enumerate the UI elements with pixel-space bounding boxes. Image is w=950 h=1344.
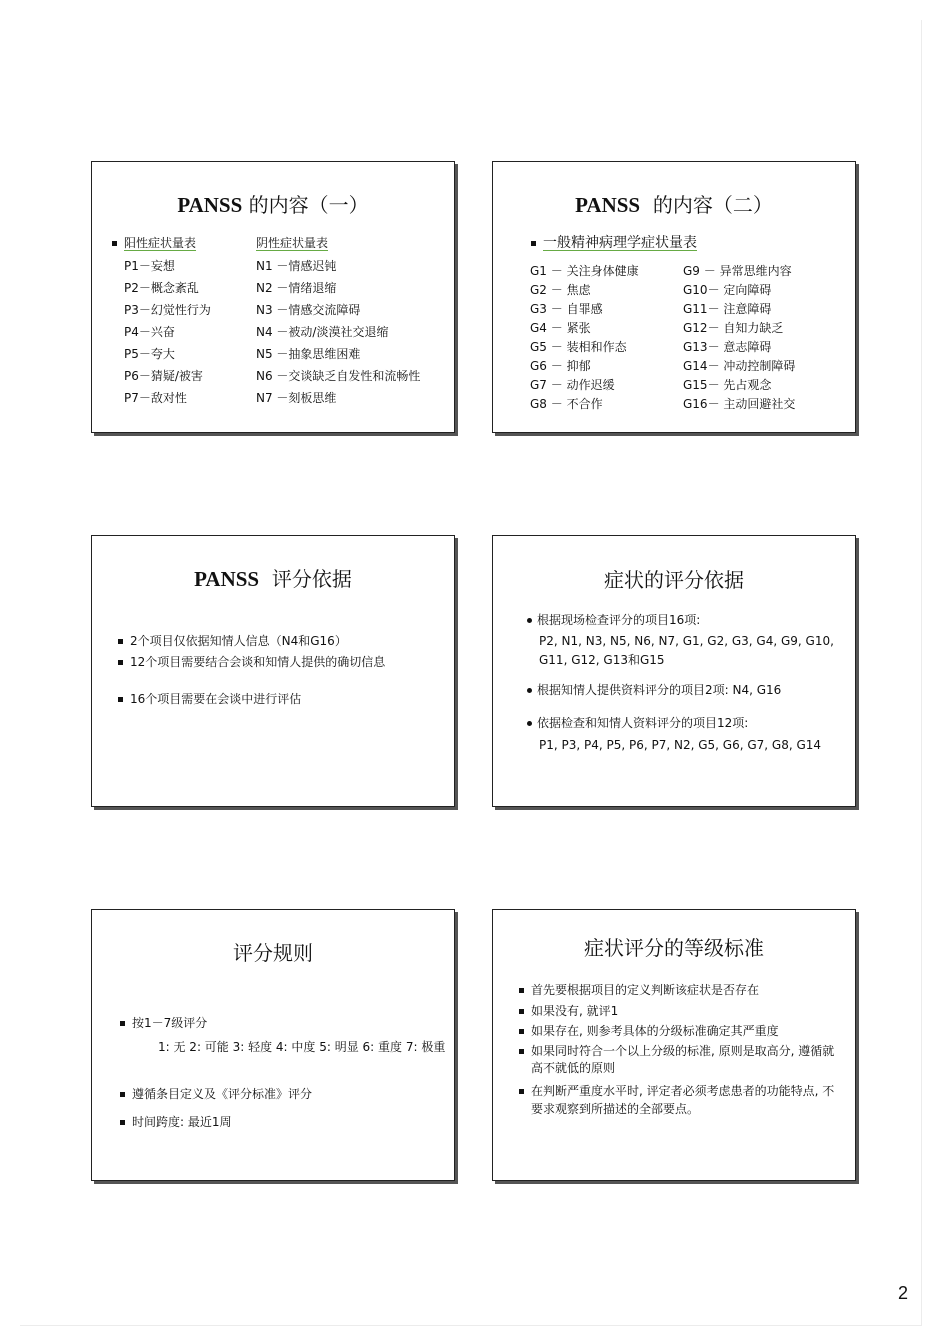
list-item: 16个项目需要在会谈中进行评估 <box>118 690 301 708</box>
list-item: 12个项目需要结合会谈和知情人提供的确切信息 <box>118 654 430 670</box>
slide-symptom-grade-criteria <box>492 909 856 1181</box>
list-item: P1－妄想 <box>124 259 175 273</box>
page-bottom-edge <box>20 1325 922 1326</box>
list-item: 依据检查和知情人资料评分的项目12项: <box>527 714 748 732</box>
slide-panss-content-2 <box>492 161 856 433</box>
list-item: G14－ 冲动控制障碍 <box>683 359 796 373</box>
list-item: N2 －情绪退缩 <box>256 281 337 295</box>
bullet-icon <box>112 241 117 246</box>
slide-title: PANSS 评分依据 <box>194 567 352 591</box>
negative-items-list <box>256 257 420 411</box>
list-item: G11－ 注意障碍 <box>683 302 772 316</box>
list-item: G15－ 先占观念 <box>683 378 772 392</box>
list-item: G6 － 抑郁 <box>530 359 591 373</box>
slide-title: 评分规则 <box>233 941 313 965</box>
list-item-detail: P2, N1, N3, N5, N6, N7, G1, G2, G3, G4, G9, G10, G11, G12, G13和G15 <box>539 634 834 667</box>
bullet-icon <box>527 688 532 693</box>
list-item: 2个项目仅依据知情人信息（N4和G16） <box>118 632 347 650</box>
bullet-icon <box>531 241 536 246</box>
slide-title: PANSS 的内容（一） <box>177 193 369 217</box>
list-item: G13－ 意志障碍 <box>683 340 772 354</box>
list-item: N5 －抽象思维困难 <box>256 347 361 361</box>
list-item: G1 － 关注身体健康 <box>530 264 639 278</box>
list-item: G9 － 异常思维内容 <box>683 264 792 278</box>
bullet-icon <box>519 1049 524 1054</box>
negative-scale-header: 阴性症状量表 <box>256 236 329 250</box>
list-item: N7 －刻板思维 <box>256 391 337 405</box>
bullet-icon <box>519 988 524 993</box>
bullet-icon <box>120 1092 125 1097</box>
page-number: 2 <box>897 1283 908 1303</box>
bullet-icon <box>527 618 532 623</box>
positive-scale-header: 阳性症状量表 <box>112 234 196 252</box>
list-item: G5 － 装相和作态 <box>530 340 627 354</box>
list-item: P2－概念紊乱 <box>124 281 199 295</box>
bullet-icon <box>120 1021 125 1026</box>
list-item: G16－ 主动回避社交 <box>683 397 796 411</box>
list-item: G10－ 定向障碍 <box>683 283 772 297</box>
bullet-icon <box>118 697 123 702</box>
list-item: 根据知情人提供资料评分的项目2项: N4, G16 <box>527 681 781 699</box>
bullet-icon <box>118 639 123 644</box>
list-item: N1 －情感迟钝 <box>256 259 337 273</box>
list-item: N3 －情感交流障碍 <box>256 303 361 317</box>
list-item: P7－敌对性 <box>124 391 187 405</box>
list-item: 遵循条目定义及《评分标准》评分 <box>120 1085 312 1103</box>
general-items-left <box>530 262 639 414</box>
slide-panss-scoring-basis <box>91 535 455 807</box>
bullet-icon <box>519 1009 524 1014</box>
list-item: P3－幻觉性行为 <box>124 303 211 317</box>
list-item: 根据现场检查评分的项目16项: <box>527 611 700 629</box>
slide-panss-content-1 <box>91 161 455 433</box>
list-item: 如果同时符合一个以上分级的标准, 原则是取高分, 遵循就高不就低的原则 <box>519 1043 841 1077</box>
list-item: 按1－7级评分 <box>120 1014 207 1032</box>
list-item: G4 － 紧张 <box>530 321 591 335</box>
list-item: G7 － 动作迟缓 <box>530 378 615 392</box>
list-item: G3 － 自罪感 <box>530 302 603 316</box>
list-item: G8 － 不合作 <box>530 397 603 411</box>
bullet-icon <box>519 1089 524 1094</box>
list-item: G12－ 自知力缺乏 <box>683 321 784 335</box>
bullet-icon <box>527 721 532 726</box>
slide-scoring-rules <box>91 909 455 1181</box>
bullet-icon <box>519 1029 524 1034</box>
list-item: 在判断严重度水平时, 评定者必须考虑患者的功能特点, 不要求观察到所描述的全部要点。 <box>519 1082 841 1118</box>
list-item: N4 －被动/淡漠社交退缩 <box>256 325 389 339</box>
positive-items-list <box>124 257 211 411</box>
general-items-right <box>683 262 795 414</box>
list-item: N6 －交谈缺乏自发性和流畅性 <box>256 369 421 383</box>
page-edge <box>921 20 922 1326</box>
slide-title: PANSS 的内容（二） <box>575 193 773 217</box>
slide-title: 症状评分的等级标准 <box>584 936 764 960</box>
list-item-detail: P1, P3, P4, P5, P6, P7, N2, G5, G6, G7, G8, G14 <box>539 738 822 752</box>
list-item: 如果没有, 就评1 <box>519 1002 618 1020</box>
list-item: P5－夸大 <box>124 347 175 361</box>
list-item: G2 － 焦虑 <box>530 283 591 297</box>
slide-symptom-scoring-basis <box>492 535 856 807</box>
list-item: P6－猜疑/被害 <box>124 369 203 383</box>
slide-title: 症状的评分依据 <box>604 568 744 592</box>
list-item: 如果存在, 则参考具体的分级标准确定其严重度 <box>519 1022 779 1040</box>
bullet-icon <box>118 660 123 665</box>
list-item: 时间跨度: 最近1周 <box>120 1113 232 1131</box>
rating-scale-text: 1: 无 2: 可能 3: 轻度 4: 中度 5: 明显 6: 重度 7: 极重 <box>158 1040 446 1054</box>
list-item: P4－兴奋 <box>124 325 175 339</box>
general-scale-header: 一般精神病理学症状量表 <box>531 232 697 252</box>
bullet-icon <box>120 1120 125 1125</box>
list-item: 首先要根据项目的定义判断该症状是否存在 <box>519 981 759 999</box>
